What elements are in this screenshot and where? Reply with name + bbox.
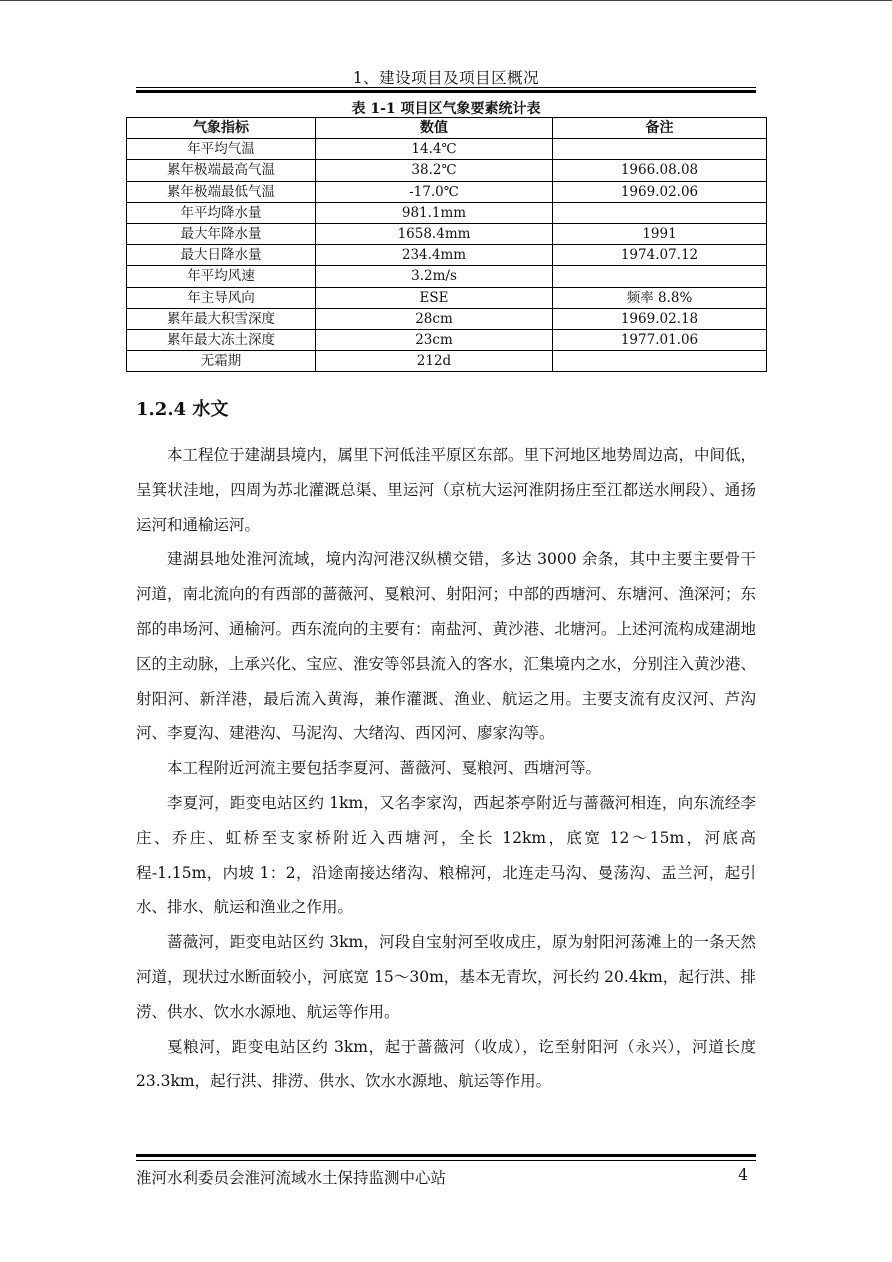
indicator-cell: 年平均风速 <box>127 266 316 287</box>
value-cell: 3.2m/s <box>316 266 553 287</box>
paragraph: 本工程附近河流主要包括李夏河、蔷薇河、戛粮河、西塘河等。 <box>167 759 602 778</box>
paragraph: 建湖县地处淮河流域，境内沟河港汉纵横交错，多达 3000 余条，其中主要主要骨干河道，南北流向的有西部的蔷薇河、戛粮河、射阳河；中部的西塘河、东塘河、渔深河；东部的串场河、通榆河。西东流向的主要有：南盐河、黄沙港、北塘河。上述河流构成建湖地区的主动脉，上承兴化、宝应、淮安等邻县流入的客水，汇集境内之水，分别注入黄沙港、射阳河、新洋港，最后流入黄海，兼作灌溉、渔业、航运之用。主要支流有皮汉河、芦沟河、李夏沟、建港沟、马泥沟、大绪沟、西冈河、廖家沟等。 <box>136 550 757 743</box>
table-row <box>127 139 767 160</box>
remark-cell: 1969.02.18 <box>553 308 767 329</box>
paragraph: 李夏河，距变电站区约 1km，又名李家沟，西起茶亭附近与蔷薇河相连，向东流经李庄、乔庄、虹桥至支家桥附近入西塘河，全长 12km，底宽 12～15m，河底高程-1.15m，内坡 1：2，沿途南接达绪沟、粮棉河，北连走马沟、曼荡沟、盂兰河，起引水、排水、航运和渔业之作用。 <box>136 793 756 917</box>
indicator-cell: 累年极端最低气温 <box>127 181 316 202</box>
table-row <box>127 181 767 202</box>
value-cell: 28cm <box>316 308 553 329</box>
header-rule-thin <box>136 87 756 88</box>
climate-statistics-table <box>126 117 767 372</box>
remark-cell: 频率 8.8% <box>553 287 767 308</box>
indicator-cell: 最大日降水量 <box>127 245 316 266</box>
remark-cell: 1969.02.06 <box>553 181 767 202</box>
table-row <box>127 223 767 244</box>
table-row <box>127 160 767 181</box>
table-caption: 表 1-1 项目区气象要素统计表 <box>351 101 541 117</box>
paragraph: 蔷薇河，距变电站区约 3km，河段自宝射河至收成庄，原为射阳河荡滩上的一条天然河道，现状过水断面较小，河底宽 15～30m，基本无青坎，河长约 20.4km，起行洪、排涝、供水、饮水水源地、航运等作用。 <box>136 933 756 1021</box>
paragraph: 本工程位于建湖县境内，属里下河低洼平原区东部。里下河地区地势周边高，中间低，呈箕状洼地，四周为苏北灌溉总渠、里运河（京杭大运河淮阴扬庄至江都送水闸段）、通扬运河和通榆运河。 <box>136 446 757 534</box>
value-cell: 981.1mm <box>316 202 553 223</box>
footer-rule-thick <box>136 1154 756 1157</box>
table-header-row <box>127 118 767 139</box>
value-cell: -17.0℃ <box>316 181 553 202</box>
table-row <box>127 351 767 372</box>
page-number: 4 <box>738 1166 748 1184</box>
table-row <box>127 245 767 266</box>
section-heading: 1.2.4 水文 <box>136 399 229 420</box>
remark-cell <box>553 266 767 287</box>
value-cell: 38.2℃ <box>316 160 553 181</box>
value-cell: 23cm <box>316 329 553 350</box>
column-header-indicator: 气象指标 <box>127 118 316 139</box>
indicator-cell: 无霜期 <box>127 351 316 372</box>
table-row <box>127 308 767 329</box>
value-cell: 14.4℃ <box>316 139 553 160</box>
table-row <box>127 266 767 287</box>
footer-organization: 淮河水利委员会淮河流域水土保持监测中心站 <box>136 1169 447 1187</box>
table-row <box>127 287 767 308</box>
body-text <box>136 438 756 1099</box>
remark-cell: 1977.01.06 <box>553 329 767 350</box>
indicator-cell: 累年最大冻土深度 <box>127 329 316 350</box>
table-row <box>127 202 767 223</box>
value-cell: ESE <box>316 287 553 308</box>
indicator-cell: 年平均降水量 <box>127 202 316 223</box>
remark-cell <box>553 351 767 372</box>
remark-cell <box>553 139 767 160</box>
value-cell: 234.4mm <box>316 245 553 266</box>
indicator-cell: 累年最大积雪深度 <box>127 308 316 329</box>
indicator-cell: 年主导风向 <box>127 287 316 308</box>
table-row <box>127 329 767 350</box>
remark-cell <box>553 202 767 223</box>
indicator-cell: 最大年降水量 <box>127 223 316 244</box>
value-cell: 1658.4mm <box>316 223 553 244</box>
paragraph: 戛粮河，距变电站区约 3km，起于蔷薇河（收成），讫至射阳河（永兴），河道长度 23.3km，起行洪、排涝、供水、饮水水源地、航运等作用。 <box>136 1037 756 1091</box>
page-top-border <box>0 0 892 1</box>
remark-cell: 1966.08.08 <box>553 160 767 181</box>
value-cell: 212d <box>316 351 553 372</box>
header-rule-thick <box>136 90 756 93</box>
remark-cell: 1991 <box>553 223 767 244</box>
footer-rule-thin <box>136 1160 756 1161</box>
remark-cell: 1974.07.12 <box>553 245 767 266</box>
running-header: 1、建设项目及项目区概况 <box>352 69 540 87</box>
indicator-cell: 累年极端最高气温 <box>127 160 316 181</box>
column-header-value: 数值 <box>316 118 553 139</box>
column-header-remark: 备注 <box>553 118 767 139</box>
indicator-cell: 年平均气温 <box>127 139 316 160</box>
